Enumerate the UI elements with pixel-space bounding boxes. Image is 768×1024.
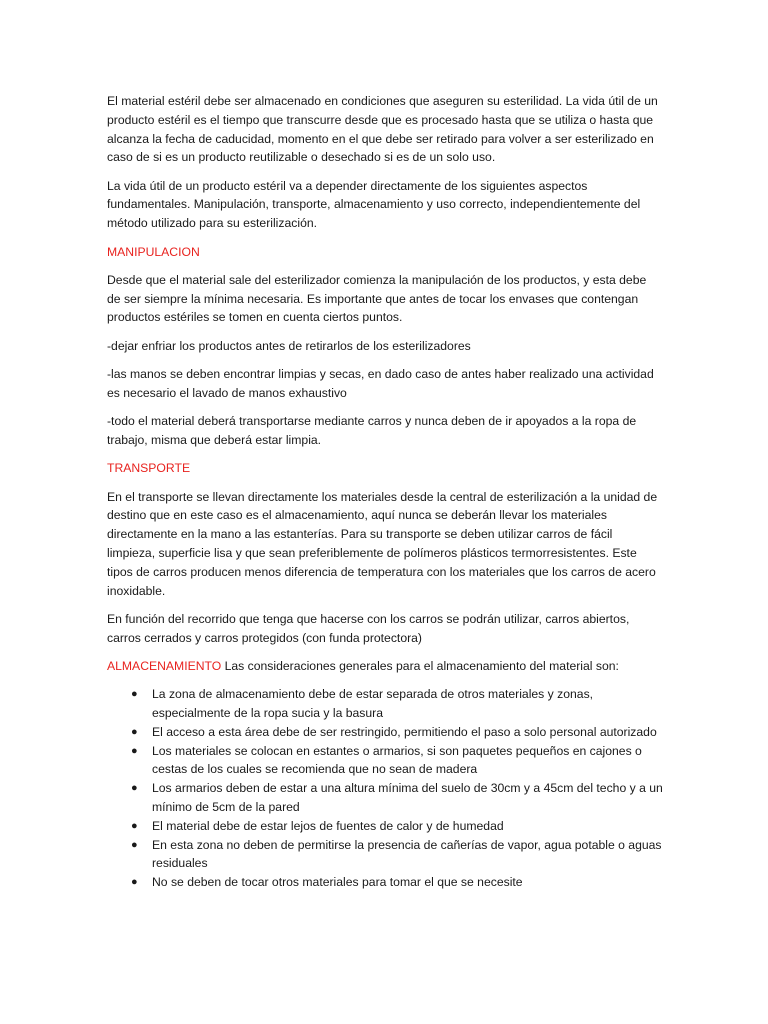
list-item-text: La zona de almacenamiento debe de estar separada de otros materiales y zonas, especialmente de la ropa sucia y la basura bbox=[152, 687, 594, 721]
almacenamiento-intro bbox=[107, 657, 663, 676]
list-item bbox=[107, 723, 663, 742]
list-item bbox=[107, 836, 663, 874]
list-item-text: El material debe de estar lejos de fuentes de calor y de humedad bbox=[152, 818, 504, 833]
bullet-icon: ● bbox=[131, 838, 138, 851]
manipulacion-point-1: -dejar enfriar los productos antes de retirarlos de los esterilizadores bbox=[107, 338, 471, 353]
list-item bbox=[107, 742, 663, 780]
list-item bbox=[107, 779, 663, 817]
list-item bbox=[107, 685, 663, 723]
document-page bbox=[107, 92, 663, 892]
bullet-icon: ● bbox=[131, 744, 138, 757]
manipulacion-point-2: -las manos se deben encontrar limpias y secas, en dado caso de antes haber realizado una actividad es necesario el lavado de manos exhaustivo bbox=[107, 367, 654, 400]
bullet-icon: ● bbox=[131, 876, 138, 889]
bullet-icon: ● bbox=[131, 725, 138, 738]
list-item-text: El acceso a esta área debe de ser restringido, permitiendo el paso a solo personal autorizado bbox=[152, 724, 657, 739]
section-heading-manipulacion: MANIPULACION bbox=[107, 244, 200, 259]
manipulacion-paragraph-1: Desde que el material sale del esterilizador comienza la manipulación de los productos, y esta debe de ser siempre la mínima necesaria. Es importante que antes de tocar los envases que contengan productos estériles se tomen en cuenta ciertos puntos. bbox=[107, 272, 647, 325]
list-item-text: En esta zona no deben de permitirse la presencia de cañerías de vapor, agua potable o aguas residuales bbox=[152, 837, 662, 871]
transporte-paragraph-1: En el transporte se llevan directamente los materiales desde la central de esterilización a la unidad de destino que en este caso es el almacenamiento, aquí nunca se deberán llevar los materiales directamente en la mano a las estanterías. Para su transporte se deben utilizar carros de fácil limpieza, superficie lisa y que sean preferiblemente de polímeros plásticos termorresistentes. Este tipos de carros producen menos diferencia de temperatura con los materiales que los carros de acero inoxidable. bbox=[107, 489, 658, 598]
list-item bbox=[107, 817, 663, 836]
transporte-paragraph-2: En función del recorrido que tenga que hacerse con los carros se podrán utilizar, carros abiertos, carros cerrados y carros protegidos (con funda protectora) bbox=[107, 611, 630, 645]
list-item-text: Los materiales se colocan en estantes o armarios, si son paquetes pequeños en cajones o cestas de los cuales se recomienda que no sean de madera bbox=[152, 743, 642, 777]
list-item-text: Los armarios deben de estar a una altura mínima del suelo de 30cm y a 45cm del techo y a un mínimo de 5cm de la pared bbox=[152, 781, 663, 814]
intro-paragraph-2: La vida útil de un producto estéril va a depender directamente de los siguientes aspectos fundamentales. Manipulación, transporte, almacenamiento y uso correcto, independientemente del método utilizado para su esterilización. bbox=[107, 178, 641, 231]
bullet-icon: ● bbox=[131, 819, 138, 832]
almacenamiento-intro-text: Las consideraciones generales para el almacenamiento del material son: bbox=[221, 658, 619, 673]
manipulacion-point-3: -todo el material deberá transportarse mediante carros y nunca deben de ir apoyados a la ropa de trabajo, misma que deberá estar limpia. bbox=[107, 414, 637, 447]
section-heading-transporte: TRANSPORTE bbox=[107, 461, 191, 476]
section-heading-almacenamiento: ALMACENAMIENTO bbox=[107, 658, 222, 673]
list-item bbox=[107, 873, 663, 892]
almacenamiento-bullet-list bbox=[107, 685, 663, 892]
list-item-text: No se deben de tocar otros materiales para tomar el que se necesite bbox=[152, 875, 523, 890]
bullet-icon: ● bbox=[131, 782, 138, 795]
bullet-icon: ● bbox=[131, 688, 138, 701]
intro-paragraph-1: El material estéril debe ser almacenado en condiciones que aseguren su esterilidad. La vida útil de un producto estéril es el tiempo que transcurre desde que es procesado hasta que se utiliza o hasta que alcanza la fecha de caducidad, momento en el que debe ser retirado para volver a ser esterilizado en caso de si es un producto reutilizable o desechado si es de un solo uso. bbox=[107, 94, 658, 165]
